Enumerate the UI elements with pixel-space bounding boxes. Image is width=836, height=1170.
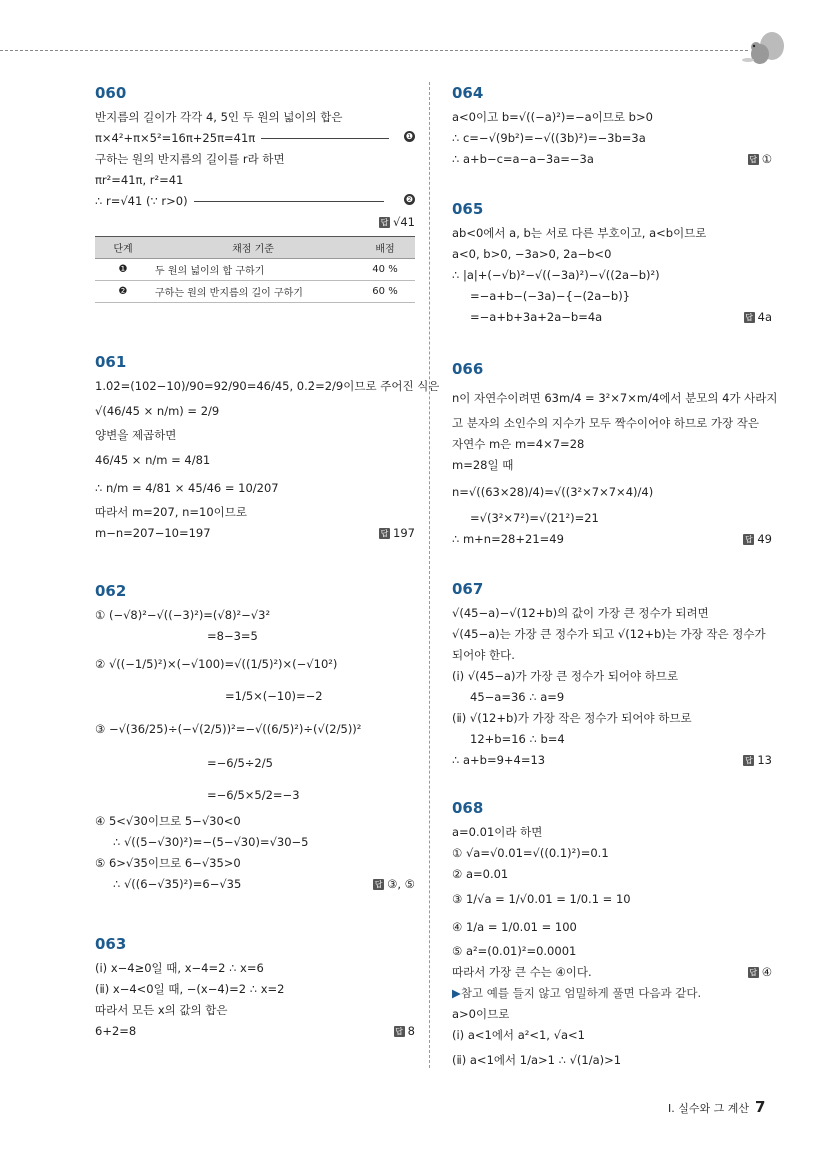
problem-067 (452, 580, 772, 771)
problem-number: 068 (452, 799, 484, 817)
solution-line: 6+2=8 답 8 (95, 1021, 415, 1042)
answer-icon: 답 (749, 155, 758, 164)
problem-063 (95, 935, 415, 1042)
answer-icon: 답 (380, 218, 389, 227)
step-marker: ❷ (405, 195, 414, 204)
answer-icon: 답 (745, 313, 753, 322)
solution-line: ∴ m+n=28+21=49 답 49 (452, 529, 772, 550)
solution-line: =1/5×(−10)=−2 (225, 689, 323, 703)
problem-061 (95, 353, 440, 544)
answer-icon: 답 (374, 880, 383, 889)
right-column (452, 84, 778, 1074)
solution-line: m−n=207−10=197 답 197 (95, 523, 415, 544)
solution-line: ∴ |a|+(−√b)²−√((−3a)²)−√((2a−b)²) (452, 268, 660, 282)
solution-line: a<0이고 b=√((−a)²)=−a이므로 b>0 (452, 110, 653, 124)
solution-line: ③ −√(36/25)÷(−√(2/5))²=−√((6/5)²)÷(√(2/5))² (95, 722, 362, 736)
answer: 답 49 (744, 532, 772, 546)
solution-line: =−6/5÷2/5 (207, 756, 273, 770)
note-line: ▶참고 예를 들지 않고 엄밀하게 풀면 다음과 같다. (452, 986, 702, 1000)
answer: 답 4a (745, 310, 772, 324)
solution-line: 반지름의 길이가 각각 4, 5인 두 원의 넓이의 합은 (95, 110, 343, 124)
answer: 답 13 (744, 753, 772, 767)
solution-line: ab<0에서 a, b는 서로 다른 부호이고, a<b이므로 (452, 226, 707, 240)
problem-065 (452, 200, 772, 328)
solution-line: ∴ a+b−c=a−a−3a=−3a 답 ① (452, 149, 772, 170)
solution-line: ③ 1/√a = 1/√0.01 = 1/0.1 = 10 (452, 892, 631, 906)
solution-line: 고 분자의 소인수의 지수가 모두 짝수이어야 하므로 가장 작은 (452, 416, 759, 430)
solution-line: ① √a=√0.01=√((0.1)²)=0.1 (452, 846, 609, 860)
table-header: 단계 (95, 237, 151, 259)
solution-line: 되어야 한다. (452, 648, 515, 662)
answer-icon: 답 (395, 1027, 404, 1036)
solution-line: ⑤ 6>√35이므로 6−√35>0 (95, 856, 241, 870)
problem-number: 065 (452, 200, 484, 218)
problem-064 (452, 84, 772, 170)
solution-line: ∴ c=−√(9b²)=−√((3b)²)=−3b=3a (452, 131, 646, 145)
solution-line: (ⅰ) a<1에서 a²<1, √a<1 (452, 1028, 585, 1042)
problem-number: 060 (95, 84, 127, 102)
answer: 답 ③, ⑤ (374, 877, 415, 891)
solution-line: 구하는 원의 반지름의 길이를 r라 하면 (95, 152, 285, 166)
solution-line: 따라서 모든 x의 값의 합은 (95, 1003, 228, 1017)
answer: 답 8 (395, 1024, 415, 1038)
section-label: Ⅰ. 실수와 그 계산 (668, 1102, 749, 1115)
answer: 답 ① (749, 152, 772, 166)
solution-line: ① (−√8)²−√((−3)²)=(√8)²−√3² (95, 608, 271, 622)
solution-line: πr²=41π, r²=41 (95, 173, 184, 187)
solution-line: a<0, b>0, −3a>0, 2a−b<0 (452, 247, 612, 261)
solution-line: 따라서 가장 큰 수는 ④이다. 답 ④ (452, 962, 772, 983)
scoring-table (95, 236, 415, 303)
problem-number: 067 (452, 580, 484, 598)
problem-066 (452, 360, 778, 550)
answer-icon: 답 (380, 529, 389, 538)
answer-icon: 답 (744, 756, 753, 765)
solution-line: (ⅱ) a<1에서 1/a>1 ∴ √(1/a)>1 (452, 1053, 622, 1067)
solution-line: ② √((−1/5)²)×(−√100)=√((1/5)²)×(−√10²) (95, 657, 338, 671)
squirrel-icon (742, 30, 786, 68)
top-dashed-rule (0, 50, 748, 51)
solution-line: a=0.01이라 하면 (452, 825, 543, 839)
solution-line: √(45−a)−√(12+b)의 값이 가장 큰 정수가 되려면 (452, 606, 709, 620)
problem-060 (95, 84, 415, 303)
solution-line: 12+b=16 ∴ b=4 (470, 732, 565, 746)
solution-line: π×4²+π×5²=16π+25π=41π ❶ (95, 131, 414, 145)
solution-line: ④ 5<√30이므로 5−√30<0 (95, 814, 241, 828)
solution-line: ∴ a+b=9+4=13 답 13 (452, 750, 772, 771)
page-footer (668, 1098, 765, 1116)
solution-line: ∴ √((5−√30)²)=−(5−√30)=√30−5 (113, 835, 309, 849)
solution-line: =−6/5×5/2=−3 (207, 788, 300, 802)
solution-line: =8−3=5 (207, 629, 258, 643)
problem-number: 063 (95, 935, 127, 953)
note-arrow-icon: ▶ (452, 986, 461, 1000)
solution-line: 양변을 제곱하면 (95, 428, 177, 442)
solution-line: 1.0̇2̇=(102−10)/90=92/90=46/45, 0.2̇=2/9이므로 주어진 식은 (95, 379, 440, 393)
solution-line: √(46/45 × n/m) = 2/9 (95, 404, 220, 418)
answer-icon: 답 (749, 968, 758, 977)
solution-line: √(45−a)는 가장 큰 정수가 되고 √(12+b)는 가장 작은 정수가 (452, 627, 766, 641)
table-row: ❷ 구하는 원의 반지름의 길이 구하기 60 % (95, 281, 415, 303)
solution-line: n=√((63×28)/4)=√((3²×7×7×4)/4) (452, 485, 654, 499)
solution-line: ∴ n/m = 4/81 × 45/46 = 10/207 (95, 481, 279, 495)
solution-line: (ⅱ) √(12+b)가 가장 작은 정수가 되어야 하므로 (452, 711, 692, 725)
problem-062 (95, 582, 415, 895)
solution-line: (ⅱ) x−4<0일 때, −(x−4)=2 ∴ x=2 (95, 982, 285, 996)
solution-line: ∴ r=√41 (∵ r>0) ❷ (95, 194, 414, 208)
solution-line: =−a+b−(−3a)−{−(2a−b)} (470, 289, 631, 303)
problem-number: 061 (95, 353, 127, 371)
solution-line: 자연수 m은 m=4×7=28 (452, 437, 585, 451)
solution-line: ∴ √((6−√35)²)=6−√35 답 ③, ⑤ (95, 874, 415, 895)
solution-line: 46/45 × n/m = 4/81 (95, 453, 211, 467)
table-row: ❶ 두 원의 넓이의 합 구하기 40 % (95, 259, 415, 281)
solution-line: 따라서 m=207, n=10이므로 (95, 505, 247, 519)
table-header: 배점 (355, 237, 415, 259)
left-column (95, 84, 440, 1042)
step-marker: ❶ (405, 132, 414, 141)
problem-number: 062 (95, 582, 127, 600)
solution-line: =√(3²×7²)=√(21²)=21 (470, 511, 599, 525)
solution-line: ② a=0.01 (452, 867, 509, 881)
problem-number: 064 (452, 84, 484, 102)
solution-line: (ⅰ) x−4≥0일 때, x−4=2 ∴ x=6 (95, 961, 264, 975)
answer: 답 √41 (380, 215, 415, 229)
answer-icon: 답 (744, 535, 753, 544)
solution-line: ⑤ a²=(0.01)²=0.0001 (452, 944, 577, 958)
solution-line: ④ 1/a = 1/0.01 = 100 (452, 920, 577, 934)
column-divider (429, 82, 430, 1068)
answer: 답 ④ (749, 965, 772, 979)
problem-068 (452, 799, 772, 1074)
solution-line: a>0이므로 (452, 1007, 510, 1021)
page-number: 7 (755, 1098, 766, 1116)
solution-line: 45−a=36 ∴ a=9 (470, 690, 565, 704)
solution-line: n이 자연수이려면 63m/4 = 3²×7×m/4에서 분모의 4가 사라지 (452, 391, 778, 405)
table-header: 채점 기준 (151, 237, 355, 259)
solution-line: m=28일 때 (452, 458, 514, 472)
solution-line: (ⅰ) √(45−a)가 가장 큰 정수가 되어야 하므로 (452, 669, 679, 683)
solution-line: =−a+b+3a+2a−b=4a 답 4a (452, 307, 772, 328)
answer: 답 197 (380, 526, 415, 540)
problem-number: 066 (452, 360, 484, 378)
